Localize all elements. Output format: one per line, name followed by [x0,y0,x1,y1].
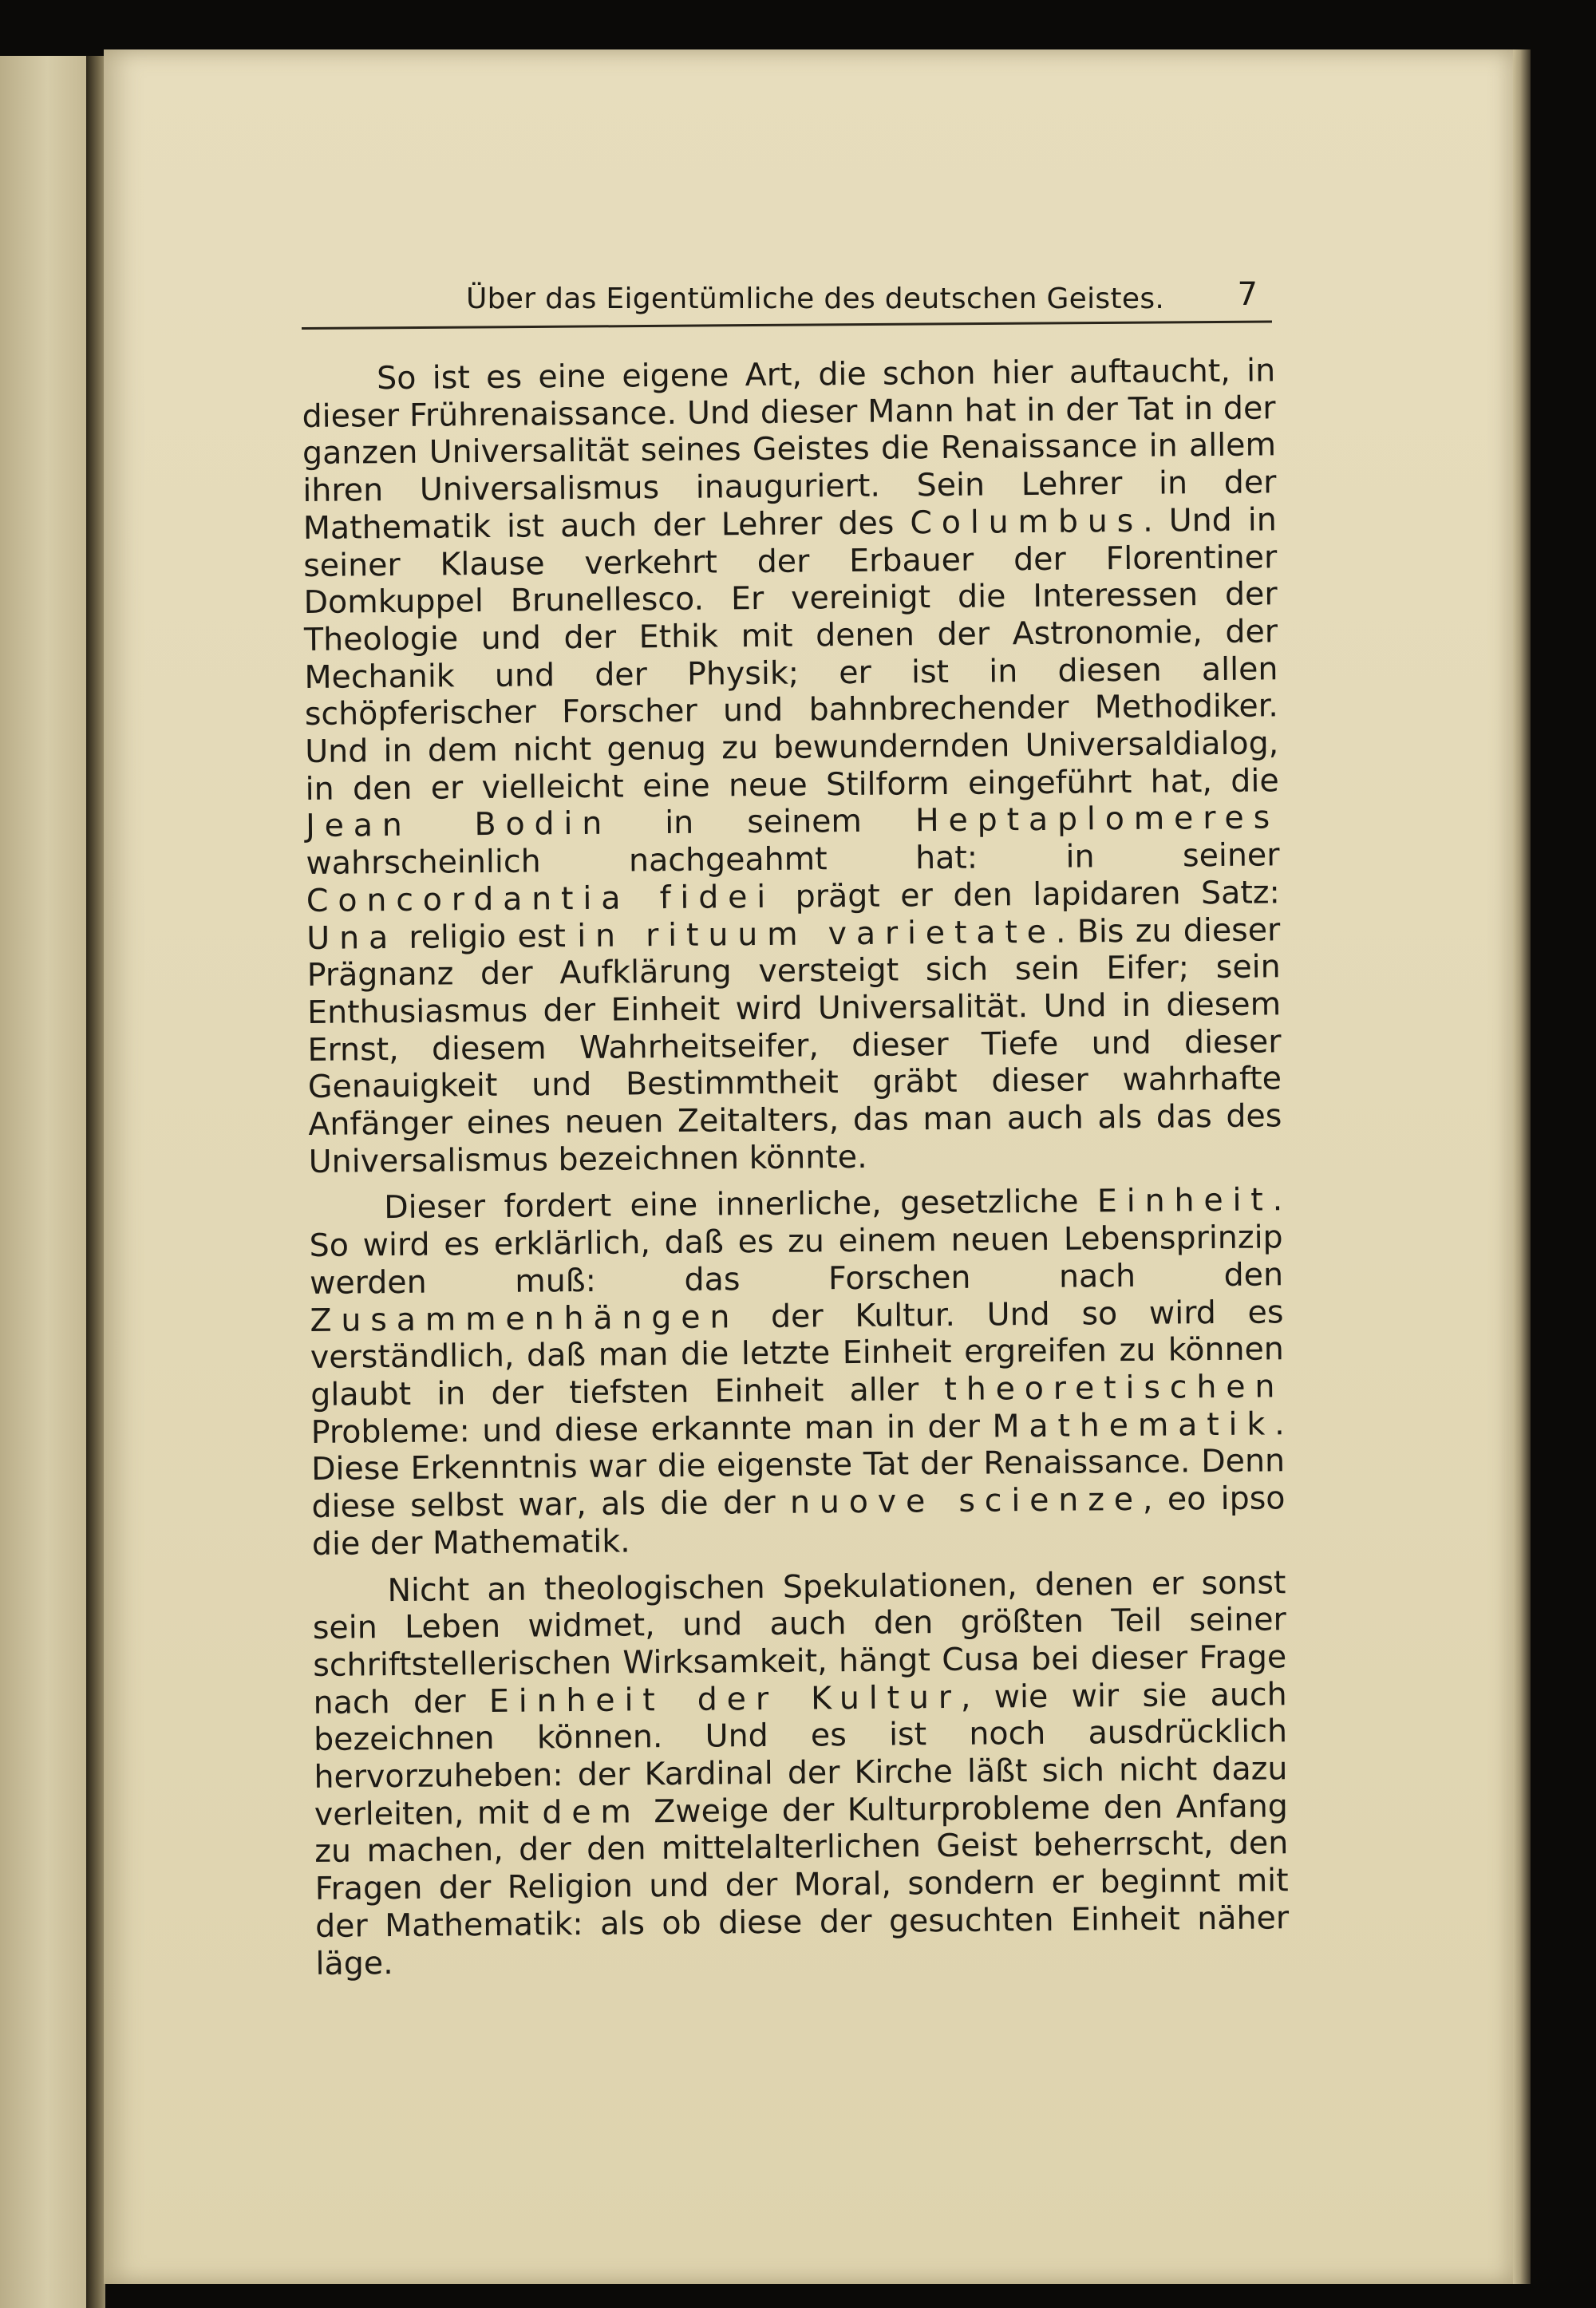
page-number: 7 [1237,276,1258,313]
text-run: . So wird es erklärlich, daß es zu einem neuen Lebensprinzip werden muß: das Forschen nach den [309,1181,1284,1302]
spaced-text: Heptaplomeres [915,799,1280,840]
paragraph-3 [312,1564,1289,1982]
spaced-text: Mathematik [992,1405,1275,1445]
body-text [302,352,1290,1982]
paragraph-1 [302,352,1282,1180]
text-run: prägt er den lapidaren Satz: [774,874,1281,915]
text-run: So ist es eine eigene Art, die schon hier auftaucht, in dieser Frührenaissance. Und dieser Mann hat in der Tat in der ganzen Universalität seines Geistes die Renaissance in allem ihren Universalismus inauguriert. Sein Lehrer in der Mathematik ist auch der Lehrer des [302,352,1277,547]
text-run: der Kultur. Und so wird es verständlich, daß man die letzte Einheit ergreifen zu können glaubt in der tiefsten Einheit aller [310,1293,1285,1413]
spaced-text: Columbus [910,502,1144,542]
running-head [198,276,1274,327]
spaced-text: dem [542,1793,641,1832]
facing-page-edge [0,56,86,2308]
text-run: Nicht an theologischen Spekulationen, denen er sonst sein Leben widmet, und auch den größten Teil seiner schriftstellerischen Wirksamkeit, hängt Cusa bei dieser Frage nach der [312,1563,1287,1721]
text-run: Zweige der Kulturprobleme den Anfang zu machen, der den mittelalterlichen Geist beherrscht, den Fragen der Religion und der Moral, sondern er beginnt mit der Mathematik: als ob diese der gesuchten Einheit näher läge. [314,1788,1290,1982]
spaced-text: Una [306,919,398,957]
spaced-text: Einheit [1096,1181,1273,1220]
text-run: , eo ipso die der Mathematik. [311,1480,1286,1563]
spaced-text: Jean Bodin [305,805,612,845]
paragraph-2 [309,1182,1286,1563]
text-run: Probleme: und diese erkannte man in der [310,1408,993,1451]
text-run: . Diese Erkenntnis war die eigenste Tat der Renaissance. Denn diese selbst war, als die der [310,1405,1286,1526]
book-gutter [86,56,105,2308]
page-edge [1513,49,1531,2284]
spaced-text: nuove scienze [789,1480,1144,1521]
text-run: . Und in seiner Klause verkehrt der Erbauer der Florentiner Domkuppel Brunellesco. Er vereinigt die Interessen der Theologie und der Ethik mit denen der Astronomie, der Mechanik und der Physik; er ist in diesen allen schöpferischer Forscher und bahnbrechender Methodiker. Und in dem nicht genug zu bewundernden Universaldialog, in den er vielleicht eine neue Stilform eingeführt hat, die [303,501,1279,808]
text-run: , wie wir sie auch bezeichnen können. Und es ist noch ausdrücklich hervorzuheben: der Kardinal der Kirche läßt sich nicht dazu verleiten, mit [313,1675,1288,1833]
text-run: Dieser fordert eine innerliche, gesetzliche [384,1183,1098,1227]
text-run: in seinem [610,802,916,843]
spaced-text: Zusammenhängen [310,1298,740,1339]
running-head-title: Über das Eigentümliche des deutschen Geistes. [466,283,1165,315]
text-run: . Bis zu dieser Prägnanz der Aufklärung versteigt sich sein Eifer; sein Enthusiasmus der Einheit wird Universalität. Und in diesem Ernst, diesem Wahrheitseifer, dieser Tiefe und dieser Genauigkeit und Bestimmtheit gräbt dieser wahrhafte Anfänger eines neuen Zeitalters, das man auch als das des Universalismus bezeichnen könnte. [306,911,1282,1180]
text-run: wahrscheinlich nachgeahmt hat: in seiner [306,836,1280,883]
spaced-text: in rituum varietate [577,913,1057,954]
text-run: religio est [397,917,578,956]
spaced-text: Einheit der Kultur [488,1678,962,1720]
spaced-text: Concordantia fidei [306,878,776,919]
spaced-text: theoretischen [944,1368,1285,1409]
